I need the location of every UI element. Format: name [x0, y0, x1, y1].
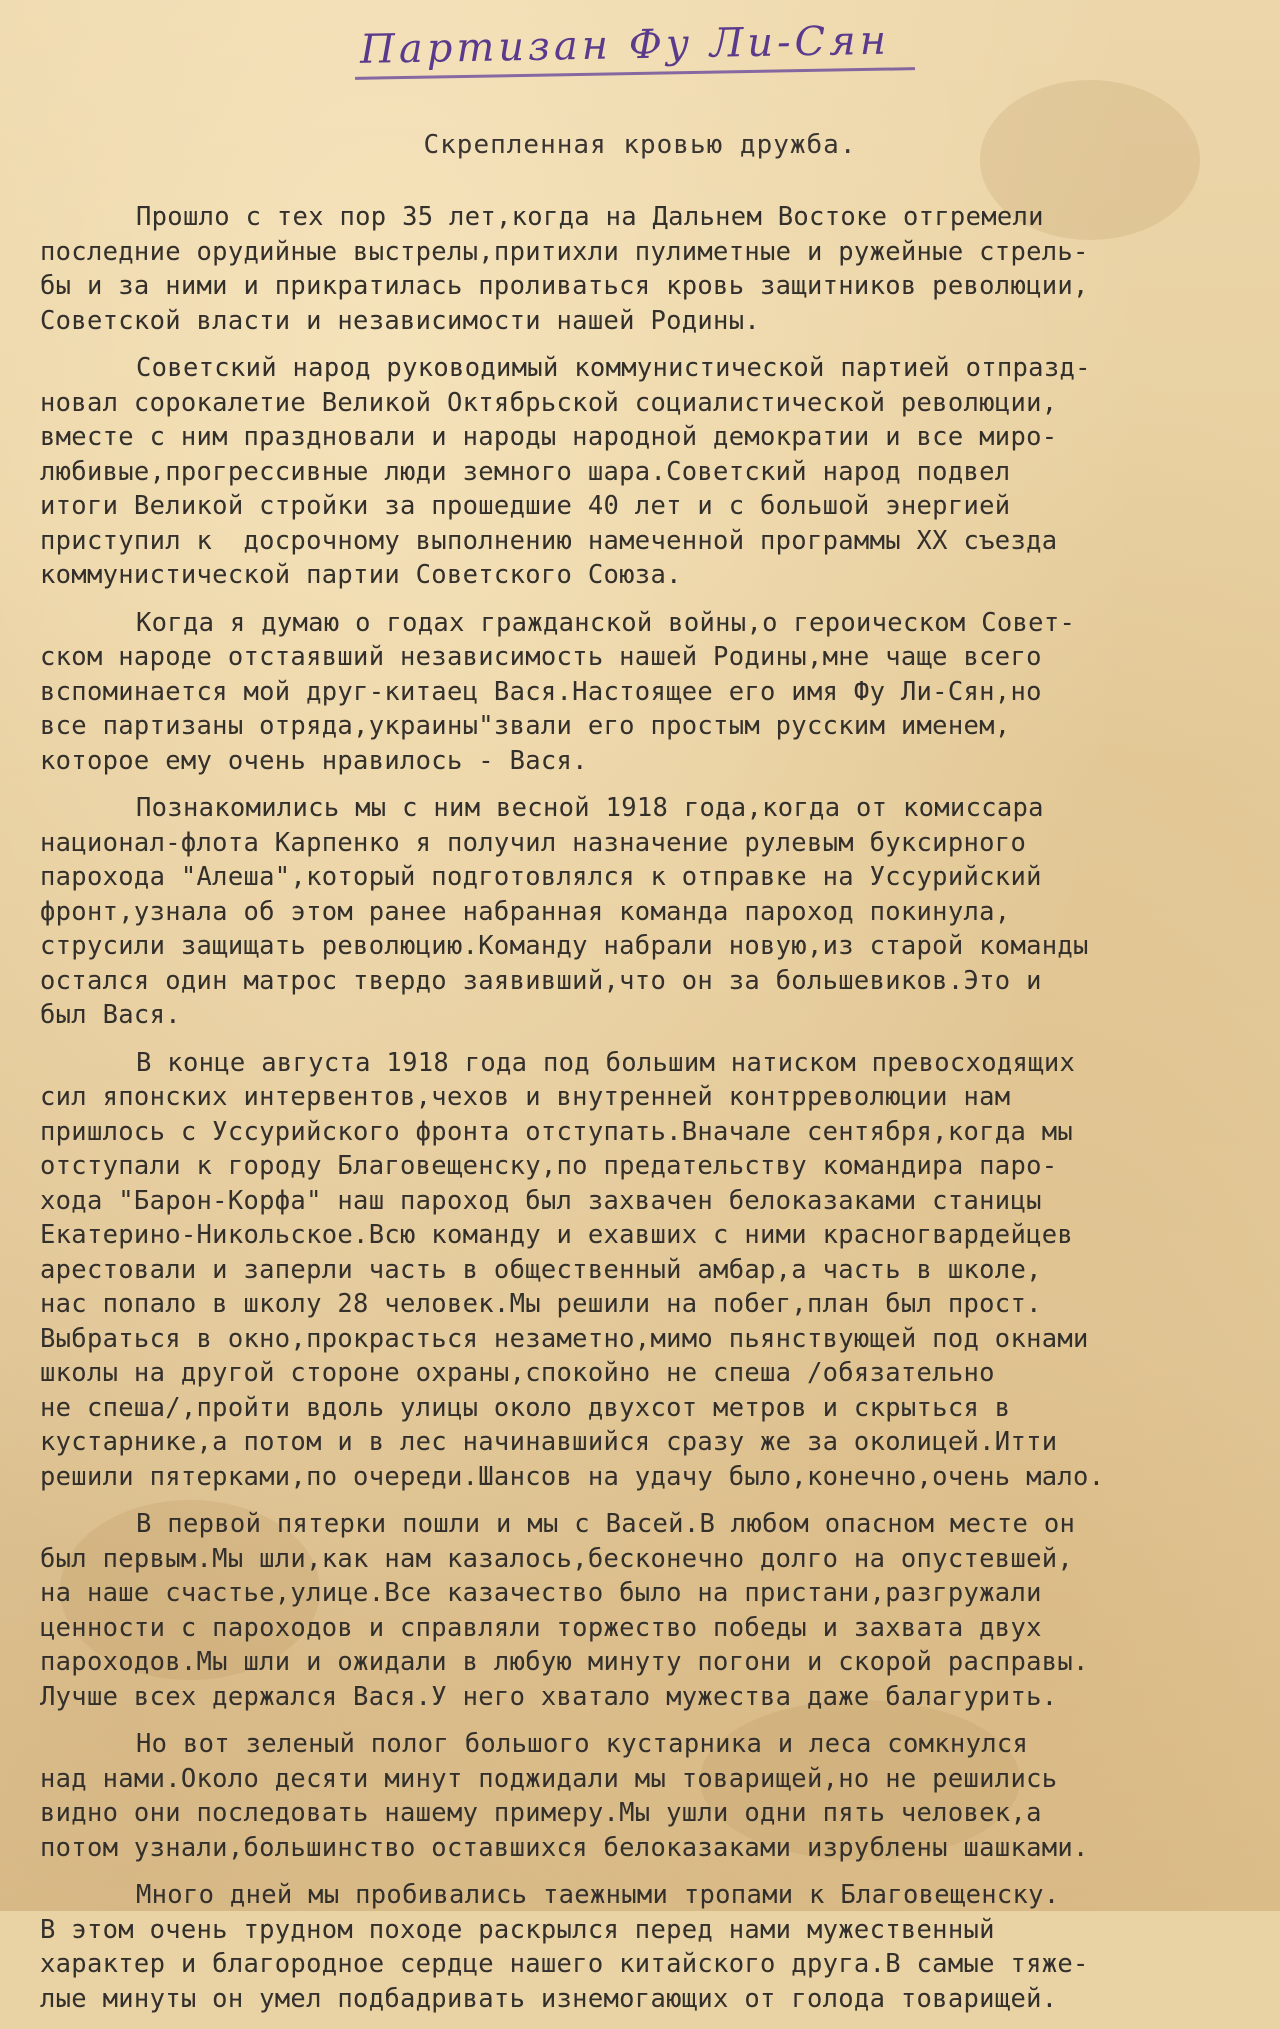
text-line: фронт,узнала об этом ранее набранная команда пароход покинула,: [40, 896, 1011, 927]
text-line: итоги Великой стройки за прошедшие 40 лет и с большой энергией: [40, 491, 1011, 521]
text-line: над нами.Около десяти минут поджидали мы товарищей,но не решились: [40, 1763, 1058, 1794]
text-line: видно они последовать нашему примеру.Мы ушли одни пять человек,а: [40, 1798, 1042, 1828]
text-line: арестовали и заперли часть в общественный амбар,а часть в школе,: [40, 1254, 1042, 1285]
text-line: струсили защищать революцию.Команду набрали новую,из старой команды: [40, 931, 1089, 961]
paragraph: [40, 351, 1255, 593]
text-line: последние орудийные выстрелы,притихли пулиметные и ружейные стрель-: [40, 236, 1089, 267]
text-line: Советский народ руководимый коммунистической партией отпразд-: [136, 353, 1091, 383]
text-line: Советской власти и независимости нашей Родины.: [40, 305, 761, 336]
text-line: нас попало в школу 28 человек.Мы решили на побег,план был прост.: [40, 1289, 1042, 1319]
text-line: Но вот зеленый полог большого кустарника и леса сомкнулся: [136, 1729, 1029, 1759]
document-title: Скрепленная кровью дружба.: [423, 130, 857, 160]
text-line: ском народе отстаявший независимость нашей Родины,мне чаще всего: [40, 642, 1042, 672]
paragraph: [40, 606, 1255, 779]
text-line: вспоминается мой друг-китаец Вася.Настоящее его имя Фу Ли-Сян,но: [40, 676, 1042, 707]
handwritten-annotation: Партизан Фу Ли-Сян: [359, 17, 891, 73]
text-line: национал-флота Карпенко я получил назначение рулевым буксирного: [40, 827, 1027, 858]
text-line: новал сорокалетие Великой Октябрьской социалистической революции,: [40, 387, 1058, 418]
text-line: В первой пятерки пошли и мы с Васей.В любом опасном месте он: [136, 1509, 1076, 1539]
text-line: кустарнике,а потом и в лес начинавшийся сразу же за околицей.Итти: [40, 1427, 1058, 1457]
paragraph: [40, 1878, 1255, 2016]
text-line: Когда я думаю о годах гражданской войны,о героическом Совет-: [136, 607, 1076, 638]
text-line: отступали к городу Благовещенску,по предательству командира паро-: [40, 1151, 1058, 1181]
text-line: приступил к досрочному выполнению намеченной программы ХХ съезда: [40, 525, 1058, 556]
text-line: был Вася.: [40, 1000, 181, 1030]
text-line: остался один матрос твердо заявивший,что он за большевиков.Это и: [40, 965, 1042, 996]
text-line: В этом очень трудном походе раскрылся перед нами мужественный: [40, 1914, 995, 1945]
text-line: пришлось с Уссурийского фронта отступать.Вначале сентября,когда мы: [40, 1116, 1074, 1147]
text-line: бы и за ними и прикратилась проливаться кровь защитников революции,: [40, 271, 1089, 301]
paragraph: [40, 200, 1255, 338]
text-line: сил японских интервентов,чехов и внутренней контрреволюции нам: [40, 1082, 1011, 1112]
text-line: на наше счастье,улице.Все казачество было на пристани,разгружали: [40, 1578, 1042, 1608]
document-body: [40, 200, 1255, 2029]
text-line: ценности с пароходов и справляли торжество победы и захвата двух: [40, 1612, 1042, 1643]
text-line: Лучше всех держался Вася.У него хватало мужества даже балагурить.: [40, 1681, 1058, 1712]
text-line: потом узнали,большинство оставшихся белоказаками изрублены шашками.: [40, 1832, 1089, 1863]
paragraph: [40, 791, 1255, 1033]
text-line: вместе с ним праздновали и народы народной демократии и все миро-: [40, 422, 1058, 452]
text-line: Много дней мы пробивались таежными тропами к Благовещенску.: [136, 1880, 1060, 1910]
text-line: В конце августа 1918 года под большим натиском превосходящих: [136, 1047, 1076, 1078]
paragraph: [40, 1727, 1255, 1865]
text-line: был первым.Мы шли,как нам казалось,бесконечно долго на опустевшей,: [40, 1543, 1074, 1574]
paragraph: [40, 1507, 1255, 1714]
text-line: школы на другой стороне охраны,спокойно не спеша /обязательно: [40, 1358, 995, 1388]
text-line: пароходов.Мы шли и ожидали в любую минуту погони и скорой расправы.: [40, 1647, 1089, 1677]
text-line: Прошло с тех пор 35 лет,когда на Дальнем Востоке отгремели: [136, 202, 1044, 232]
text-line: не спеша/,пройти вдоль улицы около двухсот метров и скрыться в: [40, 1392, 1011, 1423]
text-line: решили пятерками,по очереди.Шансов на удачу было,конечно,очень мало.: [40, 1461, 1105, 1492]
text-line: Екатерино-Никольское.Всю команду и ехавших с ними красногвардейцев: [40, 1220, 1074, 1250]
text-line: все партизаны отряда,украины"звали его простым русским именем,: [40, 711, 1011, 741]
text-line: хода "Барон-Корфа" наш пароход был захвачен белоказаками станицы: [40, 1185, 1042, 1216]
text-line: любивые,прогрессивные люди земного шара.Советский народ подвел: [40, 456, 1011, 487]
text-line: коммунистической партии Советского Союза.: [40, 560, 682, 590]
text-line: характер и благородное сердце нашего китайского друга.В самые тяже-: [40, 1949, 1089, 1979]
text-line: парохода "Алеша",который подготовлялся к отправке на Уссурийский: [40, 862, 1042, 892]
text-line: которое ему очень нравилось - Вася.: [40, 745, 588, 776]
text-line: лые минуты он умел подбадривать изнемогающих от голода товарищей.: [40, 1983, 1058, 2014]
text-line: Познакомились мы с ним весной 1918 года,когда от комиссара: [136, 793, 1044, 823]
text-line: Выбраться в окно,прокрасться незаметно,мимо пьянствующей под окнами: [40, 1323, 1089, 1354]
paragraph: [40, 1046, 1255, 1495]
